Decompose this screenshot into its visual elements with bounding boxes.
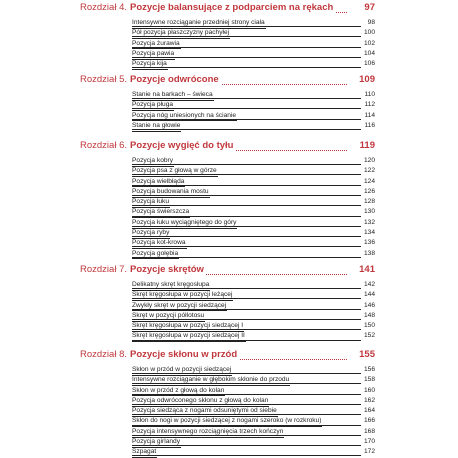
entry-text: Skłon w przód w pozycji siedzącej	[132, 366, 232, 376]
toc-entry[interactable]	[132, 39, 375, 49]
entry-text: Pół pozycja płaszczyzny pachyłej	[132, 29, 230, 39]
toc-entry[interactable]	[132, 238, 375, 248]
toc-entry[interactable]	[132, 100, 375, 110]
entry-text: Skręt w pozycji półlotosu	[132, 312, 205, 322]
entry-text: Stanie na barkach – świeca	[132, 91, 214, 101]
entry-page: 152	[363, 332, 375, 340]
chapter-8	[80, 349, 375, 458]
entry-page: 124	[363, 177, 375, 185]
chapter-5	[80, 74, 375, 131]
entry-text: Pozycja żurawia	[132, 40, 181, 50]
entry-page: 164	[363, 407, 375, 415]
chapter-label: Rozdział 8.	[80, 349, 127, 360]
entry-text: Pozycja gołębia	[132, 250, 179, 260]
chapter-title: Pozycje skrętów	[130, 264, 204, 275]
entry-text: Pozycja kot-krowa	[132, 239, 187, 249]
toc-entry[interactable]	[132, 121, 375, 131]
entry-page: 172	[363, 448, 375, 456]
entry-list	[80, 90, 375, 131]
chapter-title: Pozycje wygięć do tyłu	[130, 140, 234, 151]
entry-page: 126	[363, 187, 375, 195]
entry-page: 146	[363, 301, 375, 309]
toc-entry[interactable]	[132, 311, 375, 321]
entry-text: Szpagat	[132, 448, 157, 458]
entry-page: 170	[363, 438, 375, 446]
entry-page: 162	[363, 396, 375, 404]
toc-entry[interactable]	[132, 331, 375, 341]
entry-text: Pozycja nóg uniesionych na ścianie	[132, 112, 237, 122]
chapter-page: 109	[356, 74, 375, 85]
chapter-title: Pozycje balansujące z podparciem na rękach	[130, 2, 334, 13]
toc-entry[interactable]	[132, 321, 375, 331]
entry-text: Pozycja świerszcza	[132, 208, 190, 218]
chapter-label: Rozdział 4.	[80, 2, 127, 13]
toc-entry[interactable]	[132, 111, 375, 121]
entry-page: 160	[363, 386, 375, 394]
toc-entry[interactable]	[132, 437, 375, 447]
entry-text: Pozycja girlandy	[132, 438, 181, 448]
entry-page: 166	[363, 417, 375, 425]
entry-list	[80, 280, 375, 342]
entry-text: Skręt kręgosłupa w pozycji siedzącej II	[132, 332, 246, 342]
entry-text: Delikatny skręt kręgosłupa	[132, 281, 210, 291]
toc-entry[interactable]	[132, 396, 375, 406]
chapter-title: Pozycje skłonu w przód	[130, 349, 238, 360]
entry-text: Stanie na głowie	[132, 122, 181, 132]
entry-page: 156	[363, 366, 375, 373]
chapter-heading[interactable]	[80, 74, 375, 88]
entry-text: Pozycja ryby	[132, 229, 170, 239]
entry-text: Skłon do nogi w pozycji siedzącej z nogami szeroko (w rozkroku)	[132, 417, 322, 427]
entry-page: 110	[364, 91, 375, 98]
entry-text: Intensywne rozciąganie w głębokim skłonie do przodu	[132, 376, 290, 386]
entry-list	[80, 156, 375, 259]
entry-text: Pozycja odwróconego skłonu z głową do kolan	[132, 397, 269, 407]
chapter-heading[interactable]	[80, 140, 375, 154]
chapter-page: 97	[361, 2, 375, 13]
toc-entry[interactable]	[132, 187, 375, 197]
entry-page: 114	[364, 111, 375, 119]
toc-entry[interactable]	[132, 59, 375, 69]
entry-page: 144	[363, 291, 375, 299]
toc-entry[interactable]	[132, 249, 375, 259]
entry-page: 122	[363, 167, 375, 175]
entry-text: Pozycja pługa	[132, 101, 174, 111]
toc-entry[interactable]	[132, 218, 375, 228]
chapter-page: 141	[356, 264, 375, 275]
entry-rule	[132, 455, 361, 456]
chapter-6	[80, 140, 375, 259]
entry-text: Pozycja intensywnego rozciągnięcia trzech kończyn	[132, 428, 284, 438]
toc-entry[interactable]	[132, 280, 375, 290]
toc-entry[interactable]	[132, 406, 375, 416]
chapter-7	[80, 264, 375, 342]
chapter-heading[interactable]	[80, 2, 375, 16]
toc-entry[interactable]	[132, 197, 375, 207]
chapter-heading[interactable]	[80, 264, 375, 278]
entry-list	[80, 365, 375, 458]
entry-page: 100	[363, 29, 375, 37]
entry-page: 134	[363, 229, 375, 237]
entry-page: 150	[363, 322, 375, 330]
entry-page: 148	[363, 311, 375, 319]
toc-entry[interactable]	[132, 447, 375, 457]
entry-text: Pozycja łuku	[132, 198, 170, 208]
toc-entry[interactable]	[132, 90, 375, 100]
toc-entry[interactable]	[132, 386, 375, 396]
toc-entry[interactable]	[132, 290, 375, 300]
toc-entry[interactable]	[132, 207, 375, 217]
entry-text: Intensywne rozciąganie przedniej strony ciała	[132, 19, 266, 29]
chapter-label: Rozdział 7.	[80, 264, 127, 275]
chapter-4	[80, 2, 375, 69]
entry-page: 112	[364, 101, 375, 109]
entry-page: 128	[363, 198, 375, 206]
entry-page: 106	[363, 60, 375, 68]
entry-text: Skręt kręgosłupa w pozycji leżącej	[132, 291, 233, 301]
toc-entry[interactable]	[132, 301, 375, 311]
entry-text: Skłon w przód z głową do kolan	[132, 387, 225, 397]
entry-page: 168	[363, 427, 375, 435]
chapter-title: Pozycje odwrócone	[130, 74, 219, 85]
entry-list	[80, 18, 375, 69]
chapter-page: 119	[357, 140, 375, 151]
entry-page: 116	[364, 121, 375, 129]
entry-text: Pozycja psa z głową w górze	[132, 167, 218, 177]
entry-text: Pozycja budowania mostu	[132, 188, 210, 198]
entry-text: Pozycja łuku wyciągniętego do góry	[132, 219, 237, 229]
entry-text: Pozycja siedząca z nogami odsuniętymi od siebie	[132, 407, 278, 417]
toc-entry[interactable]	[132, 375, 375, 385]
chapter-heading[interactable]	[80, 349, 375, 363]
entry-text: Skręt kręgosłupa w pozycji siedzącej I	[132, 322, 244, 332]
entry-text: Zwykły skręt w pozycji siedzącej	[132, 302, 227, 312]
toc-entry[interactable]	[132, 228, 375, 238]
entry-text: Pozycja wielbłąda	[132, 178, 185, 188]
entry-page: 130	[363, 208, 375, 216]
entry-page: 132	[363, 218, 375, 226]
toc-entry[interactable]	[132, 416, 375, 426]
entry-page: 120	[363, 157, 375, 164]
entry-text: Pozycja pawia	[132, 50, 175, 60]
chapter-page: 155	[356, 349, 375, 360]
toc-entry[interactable]	[132, 427, 375, 437]
entry-text: Pozycja kija	[132, 60, 168, 70]
toc-entry[interactable]	[132, 49, 375, 59]
chapter-label: Rozdział 5.	[80, 74, 127, 85]
entry-page: 136	[363, 239, 375, 247]
chapter-label: Rozdział 6.	[80, 140, 127, 151]
toc-entry[interactable]	[132, 365, 375, 375]
entry-page: 104	[363, 49, 375, 57]
toc-entry[interactable]	[132, 177, 375, 187]
entry-page: 98	[367, 19, 375, 26]
toc-entry[interactable]	[132, 156, 375, 166]
toc-entry[interactable]	[132, 166, 375, 176]
entry-page: 138	[363, 249, 375, 257]
toc-entry[interactable]	[132, 28, 375, 38]
entry-page: 102	[363, 39, 375, 47]
entry-page: 158	[363, 376, 375, 384]
entry-page: 142	[363, 281, 375, 288]
entry-text: Pozycja kobry	[132, 157, 174, 167]
toc-entry[interactable]	[132, 18, 375, 28]
